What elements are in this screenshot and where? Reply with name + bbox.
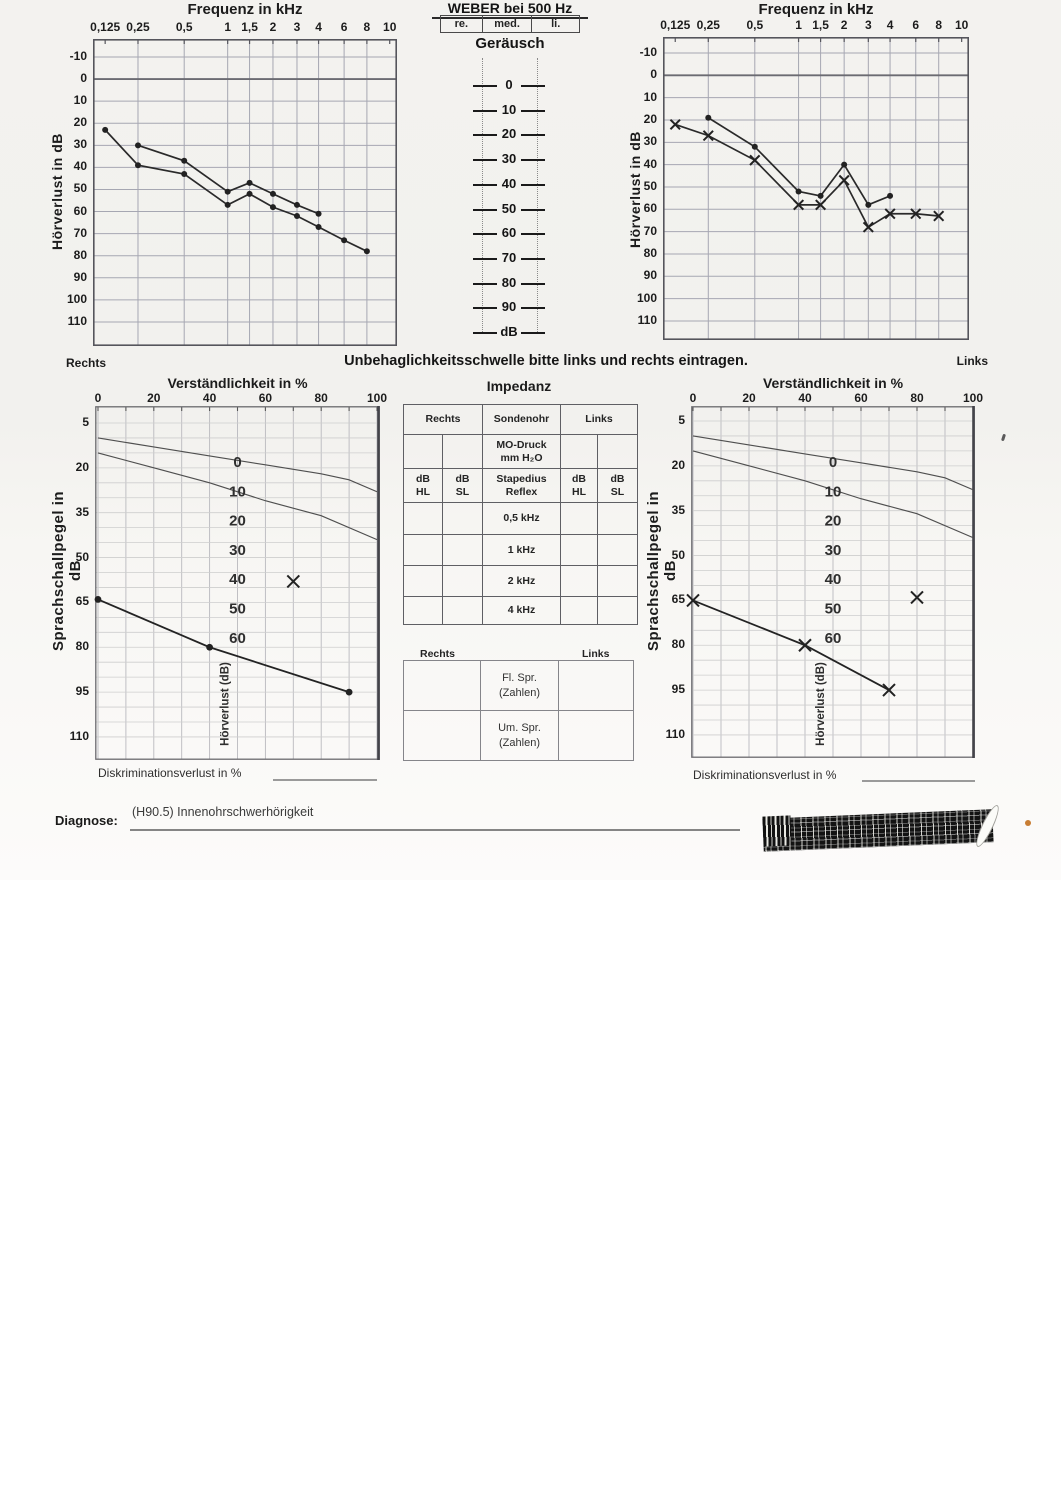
diskrimination-left-line	[862, 780, 975, 782]
x-tick-label: 40	[798, 391, 812, 405]
x-tick-label: 60	[854, 391, 868, 405]
scale-dash-right	[521, 159, 545, 161]
speech-left-xaxis	[689, 391, 984, 405]
inner-scale-label: 50	[229, 600, 246, 618]
x-tick-label: 2	[269, 20, 277, 34]
scale-value: 90	[501, 299, 517, 315]
speech-chart-left	[691, 406, 975, 758]
x-tick-label: 0	[94, 391, 102, 405]
x-tick-label: 10	[383, 20, 397, 34]
puretone-left-xaxis	[660, 18, 969, 33]
y-tick-label: 80	[643, 245, 657, 260]
inner-scale-label: 40	[824, 571, 842, 589]
inner-scale-label: 10	[824, 483, 842, 501]
y-tick-label: 10	[73, 93, 87, 108]
x-tick-label: 80	[314, 391, 328, 405]
weber-cell-li: li.	[532, 15, 580, 33]
speech-results-empty-cell	[559, 661, 634, 711]
scale-rail	[537, 58, 538, 334]
x-tick-label: 3	[293, 20, 301, 34]
data-point-dot	[135, 142, 141, 148]
y-tick-label: 80	[73, 247, 87, 262]
data-point-dot	[818, 193, 824, 199]
scale-dash-left	[473, 233, 497, 235]
scale-value: 80	[501, 274, 517, 290]
y-tick-label: 30	[643, 134, 657, 149]
banner-instruction: Unbehaglichkeitsschwelle bitte links und rechts eintragen.	[344, 353, 748, 369]
y-tick-label: 60	[643, 201, 657, 216]
x-tick-label: 20	[147, 391, 161, 405]
impedanz-empty-cell	[404, 566, 443, 597]
geraeusch-title: Geräusch	[475, 35, 545, 52]
impedanz-empty-cell	[561, 597, 598, 625]
data-point-dot	[270, 204, 276, 210]
speech-left-title: Verständlichkeit in %	[762, 375, 904, 391]
scale-value: 0	[505, 77, 513, 92]
banner-rechts: Rechts	[66, 356, 107, 370]
scale-dash-right	[521, 110, 545, 112]
inner-scale-label: 10	[229, 483, 246, 501]
scale-dash-right	[521, 283, 545, 285]
scale-dash-left	[473, 134, 497, 136]
impedanz-grid	[403, 404, 638, 625]
data-point-dot	[102, 127, 108, 133]
inner-scale-label: 50	[824, 600, 842, 618]
data-point-dot	[181, 158, 187, 164]
impedanz-cell: dB HL	[561, 469, 598, 503]
data-point-dot	[887, 193, 893, 199]
y-tick-label: 60	[73, 203, 87, 218]
diagnose-underline	[130, 829, 740, 831]
barcode-stripes	[762, 815, 791, 846]
data-point-dot	[95, 596, 102, 603]
puretone-chart-right	[93, 39, 397, 346]
inner-scale-label: 20	[229, 512, 246, 530]
impedanz-empty-cell	[598, 597, 638, 625]
x-tick-label: 100	[962, 391, 984, 405]
data-point-dot	[294, 202, 300, 208]
data-point-dot	[341, 237, 347, 243]
x-tick-label: 0,5	[746, 18, 764, 32]
speech-results-empty-cell	[404, 711, 481, 761]
y-tick-label: 20	[73, 115, 87, 130]
data-point-dot	[181, 171, 187, 177]
data-point-dot	[225, 189, 231, 195]
inner-scale-label: 0	[828, 454, 838, 471]
puretone-left-title: Frequenz in kHz	[758, 1, 874, 18]
chart-border	[664, 38, 968, 339]
scale-value: 50	[501, 200, 517, 216]
y-tick-label: 90	[643, 268, 657, 283]
scale-dash-left	[473, 159, 497, 161]
x-tick-label: 60	[258, 391, 273, 405]
impedanz-empty-cell	[561, 435, 598, 469]
scale-value: dB	[500, 324, 518, 339]
scale-rail	[482, 58, 483, 334]
diskrimination-right-label: Diskriminationsverlust in %	[98, 766, 242, 780]
impedanz-empty-cell	[443, 597, 483, 625]
speech-results-empty-cell	[404, 661, 481, 711]
diskrimination-right-line	[273, 779, 377, 781]
speech-left-ylabel: Sprachschallpegel in dB	[645, 490, 679, 651]
scale-dash-right	[521, 134, 545, 136]
impedanz-cell: Links	[561, 405, 638, 435]
impedanz-cell: dB SL	[598, 469, 638, 503]
data-point-dot	[752, 144, 758, 150]
impedanz-cell: MO-Druck mm H₂O	[483, 435, 561, 469]
impedanz-empty-cell	[598, 566, 638, 597]
scale-dash-right	[521, 85, 545, 87]
impedanz-empty-cell	[443, 566, 483, 597]
x-tick-label: 4	[886, 18, 894, 32]
impedanz-empty-cell	[443, 503, 483, 535]
impedanz-empty-cell	[561, 535, 598, 566]
data-point-dot	[841, 162, 847, 168]
impedanz-empty-cell	[598, 503, 638, 535]
speech-results-grid	[403, 660, 634, 761]
impedanz-empty-cell	[404, 597, 443, 625]
speech-results-empty-cell	[559, 711, 634, 761]
x-tick-label: 0,125	[660, 18, 691, 32]
impedanz-empty-cell	[404, 535, 443, 566]
scale-dash-left	[473, 283, 497, 285]
scale-dash-left	[473, 209, 497, 211]
y-tick-label: 65	[75, 594, 89, 609]
inner-scale-label: 40	[229, 571, 246, 589]
y-tick-label: 65	[671, 592, 685, 607]
data-point-dot	[247, 180, 253, 186]
speech-right-ylabel: Sprachschallpegel in dB	[50, 490, 84, 651]
impedanz-empty-cell	[561, 566, 598, 597]
y-tick-label: 70	[643, 223, 657, 238]
data-point-dot	[364, 248, 370, 254]
y-tick-label: -10	[69, 49, 87, 63]
scale-dash-left	[473, 110, 497, 112]
x-tick-label: 100	[366, 391, 388, 405]
x-tick-label: 1	[224, 20, 232, 34]
weber-title: WEBER bei 500 Hz	[432, 0, 588, 19]
y-tick-label: 95	[75, 684, 89, 699]
impedanz-table	[403, 404, 638, 625]
scale-dash-left	[473, 332, 497, 334]
y-tick-label: 40	[73, 159, 87, 174]
geraeusch-scale	[470, 58, 550, 338]
data-point-dot	[316, 224, 322, 230]
impedanz-cell: Sondenohr	[483, 405, 561, 435]
scale-dash-right	[521, 332, 545, 334]
x-tick-label: 0	[689, 391, 697, 405]
data-point-dot	[225, 202, 231, 208]
x-tick-label: 1,5	[812, 18, 829, 32]
y-tick-label: 110	[665, 726, 685, 741]
x-tick-label: 0,25	[126, 20, 150, 34]
impedanz-cell: 4 kHz	[483, 597, 561, 625]
banner-links: Links	[956, 354, 988, 368]
y-tick-label: 70	[73, 225, 87, 240]
y-tick-label: 30	[73, 137, 87, 152]
impedanz-empty-cell	[404, 435, 443, 469]
y-tick-label: 110	[69, 728, 89, 743]
y-tick-label: 35	[671, 502, 685, 517]
speechtable-rechts-label: Rechts	[420, 648, 456, 660]
speechtable-links-label: Links	[582, 648, 610, 660]
y-tick-label: -10	[639, 45, 657, 59]
y-tick-label: 40	[643, 156, 657, 171]
speech-results-cell: Um. Spr. (Zahlen)	[481, 711, 559, 761]
y-tick-label: 110	[637, 312, 657, 327]
puretone-left-ylabel: Hörverlust in dB	[627, 131, 643, 249]
x-tick-label: 1,5	[241, 20, 258, 34]
inner-scale-label: 60	[824, 629, 842, 647]
data-point-dot	[135, 162, 141, 168]
puretone-right-xaxis	[90, 20, 397, 35]
scale-dash-left	[473, 307, 497, 309]
y-tick-label: 5	[678, 413, 685, 427]
inner-scale-label: 30	[824, 541, 842, 559]
x-tick-label: 2	[840, 18, 848, 32]
scale-value: 30	[501, 151, 517, 167]
scale-value: 70	[501, 249, 517, 265]
impedanz-cell: 0,5 kHz	[483, 503, 561, 535]
impedanz-empty-cell	[443, 435, 483, 469]
inner-scale-label: 30	[229, 541, 246, 559]
inner-scale-label: 20	[824, 512, 842, 530]
y-tick-label: 80	[75, 639, 89, 654]
y-tick-label: 90	[73, 269, 87, 284]
y-tick-label: 50	[643, 178, 657, 193]
x-tick-label: 0,25	[696, 18, 720, 32]
y-tick-label: 50	[671, 547, 685, 562]
scale-value: 60	[501, 225, 517, 241]
y-tick-label: 95	[671, 682, 685, 697]
weber-cell-med: med.	[483, 15, 533, 33]
data-point-dot	[865, 202, 871, 208]
impedanz-empty-cell	[561, 503, 598, 535]
x-tick-label: 6	[912, 18, 920, 32]
x-tick-label: 0,125	[90, 20, 121, 34]
scale-dash-left	[473, 85, 497, 87]
data-point-dot	[346, 689, 353, 696]
inner-scale-axis-label: Hörverlust (dB)	[815, 662, 827, 746]
impedanz-cell: 2 kHz	[483, 566, 561, 597]
scale-value: 10	[501, 101, 517, 117]
data-point-dot	[796, 188, 802, 194]
data-point-dot	[270, 191, 276, 197]
y-tick-label: 10	[643, 89, 657, 104]
y-tick-label: 0	[650, 67, 657, 82]
scale-dash-left	[473, 258, 497, 260]
data-point-dot	[294, 213, 300, 219]
diskrimination-left-label: Diskriminationsverlust in %	[693, 768, 837, 782]
impedanz-cell: 1 kHz	[483, 535, 561, 566]
y-tick-label: 50	[73, 181, 87, 196]
scale-dash-right	[521, 258, 545, 260]
x-tick-label: 10	[954, 18, 969, 32]
x-tick-label: 8	[363, 20, 371, 34]
y-tick-label: 100	[636, 290, 657, 305]
x-tick-label: 6	[340, 20, 348, 34]
impedanz-title: Impedanz	[486, 378, 552, 394]
weber-cell-re: re.	[440, 15, 483, 33]
y-tick-label: 0	[80, 71, 87, 86]
orange-dot-mark	[1025, 820, 1031, 826]
speech-results-table	[403, 660, 634, 761]
scale-dash-right	[521, 184, 545, 186]
scale-dash-right	[521, 233, 545, 235]
scale-dash-right	[521, 307, 545, 309]
scale-value: 40	[501, 175, 517, 191]
puretone-chart-left	[663, 37, 969, 340]
x-tick-label: 3	[864, 18, 872, 32]
speech-chart-right	[95, 406, 380, 760]
y-tick-label: 5	[82, 415, 89, 429]
data-point-dot	[247, 191, 253, 197]
impedanz-empty-cell	[598, 535, 638, 566]
impedanz-cell: dB SL	[443, 469, 483, 503]
y-tick-label: 35	[75, 504, 89, 519]
y-tick-label: 110	[67, 313, 87, 328]
diagnose-label: Diagnose:	[55, 813, 118, 828]
weber-table	[440, 15, 580, 33]
y-tick-label: 100	[66, 291, 87, 306]
scale-dash-left	[473, 184, 497, 186]
impedanz-empty-cell	[404, 503, 443, 535]
impedanz-empty-cell	[443, 535, 483, 566]
y-tick-label: 20	[671, 457, 685, 472]
speech-results-cell: Fl. Spr. (Zahlen)	[481, 661, 559, 711]
impedanz-cell: Stapedius Reflex	[483, 469, 561, 503]
puretone-right-title: Frequenz in kHz	[187, 1, 303, 18]
impedanz-cell: dB HL	[404, 469, 443, 503]
x-tick-label: 1	[795, 18, 802, 32]
impedanz-empty-cell	[598, 435, 638, 469]
speech-right-title: Verständlichkeit in %	[167, 375, 308, 391]
x-tick-label: 20	[742, 391, 756, 405]
scale-dash-right	[521, 209, 545, 211]
y-tick-label: 20	[643, 111, 657, 126]
speech-right-xaxis	[94, 391, 388, 405]
x-tick-label: 8	[935, 18, 943, 32]
data-point-dot	[705, 115, 711, 121]
x-tick-label: 80	[910, 391, 924, 405]
y-tick-label: 80	[671, 637, 685, 652]
data-point-dot	[316, 211, 322, 217]
scale-value: 20	[501, 126, 517, 142]
impedanz-cell: Rechts	[404, 405, 483, 435]
inner-scale-axis-label: Hörverlust (dB)	[219, 662, 232, 746]
x-tick-label: 4	[315, 20, 322, 34]
data-point-dot	[206, 644, 213, 651]
x-tick-label: 0,5	[175, 20, 193, 34]
y-tick-label: 20	[75, 459, 89, 474]
inner-scale-label: 60	[229, 629, 246, 647]
puretone-right-ylabel: Hörverlust in dB	[49, 133, 65, 251]
x-tick-label: 40	[202, 391, 217, 405]
series-links-kurve-x	[675, 124, 938, 227]
inner-scale-label: 0	[233, 454, 242, 471]
y-tick-label: 50	[75, 549, 89, 564]
diagnose-value: (H90.5) Innenohrschwerhörigkeit	[132, 805, 314, 819]
